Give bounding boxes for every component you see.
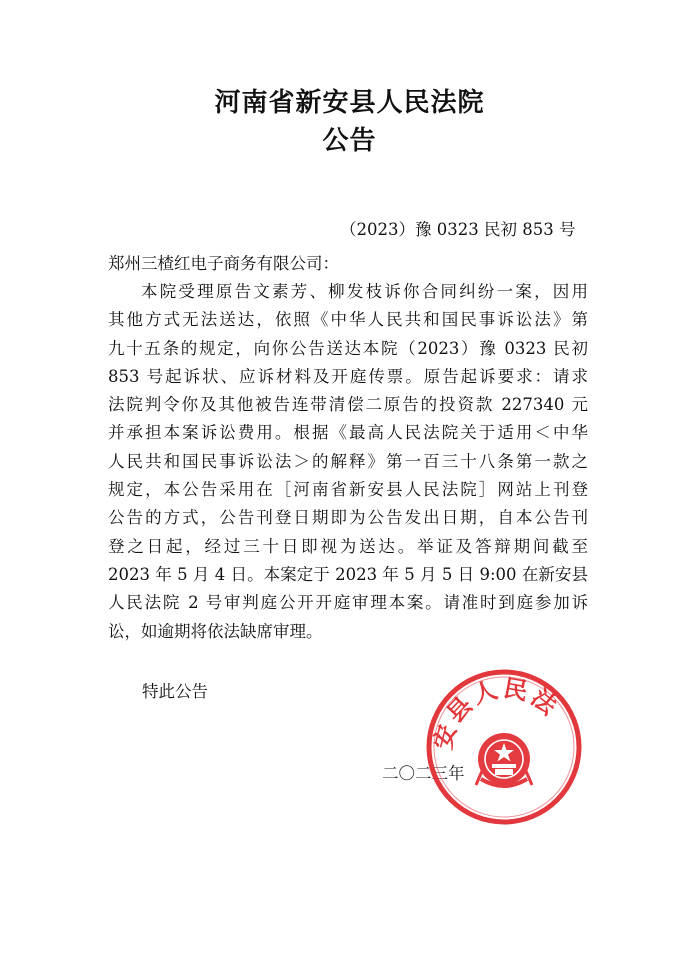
body-line: 其他方式无法送达，依照《中华人民共和国民事诉讼法》第 — [108, 310, 588, 330]
body-line: 法院判令你及其他被告连带清偿二原告的投资款 227340 元 — [108, 395, 588, 415]
body-line: 公告的方式，公告刊登日期即为公告发出日期，自本公告刊 — [108, 508, 588, 528]
body-line: 人民法院 2 号审判庭公开开庭审理本案。请准时到庭参加诉 — [108, 593, 588, 613]
notice-body — [108, 278, 588, 646]
document-type-title: 公告 — [322, 126, 377, 156]
body-line: 本院受理原告文素芳、柳发枝诉你合同纠纷一案，因用 — [141, 282, 588, 301]
court-title: 河南省新安县人民法院 — [214, 88, 485, 118]
body-line: 规定，本公告采用在［河南省新安县人民法院］网站上刊登 — [108, 480, 588, 500]
svg-text:安县人民法: 安县人民法 — [427, 672, 565, 753]
court-seal-icon — [424, 667, 584, 827]
body-line: 853 号起诉状、应诉材料及开庭传票。原告起诉要求：请求 — [108, 366, 588, 386]
body-line: 人民共和国民事诉讼法＞的解释》第一百三十八条第一款之 — [108, 451, 588, 471]
body-line: 讼，如逾期将依法缺席审理。 — [108, 621, 323, 641]
case-number: （2023）豫 0323 民初 853 号 — [340, 220, 576, 239]
body-line: 登之日起，经过三十日即视为送达。举证及答辩期间截至 — [108, 536, 588, 556]
issue-date: 二〇二三年 — [382, 764, 465, 783]
addressee: 郑州三楂红电子商务有限公司： — [108, 254, 339, 273]
body-line: 并承担本案诉讼费用。根据《最高人民法院关于适用＜中华 — [108, 423, 588, 443]
body-line: 九十五条的规定，向你公告送达本院（2023）豫 0323 民初 — [108, 338, 588, 358]
body-line: 2023 年 5 月 4 日。本案定于 2023 年 5 月 5 日 9:00 在新安县 — [108, 564, 588, 584]
closing-text: 特此公告 — [142, 682, 208, 701]
